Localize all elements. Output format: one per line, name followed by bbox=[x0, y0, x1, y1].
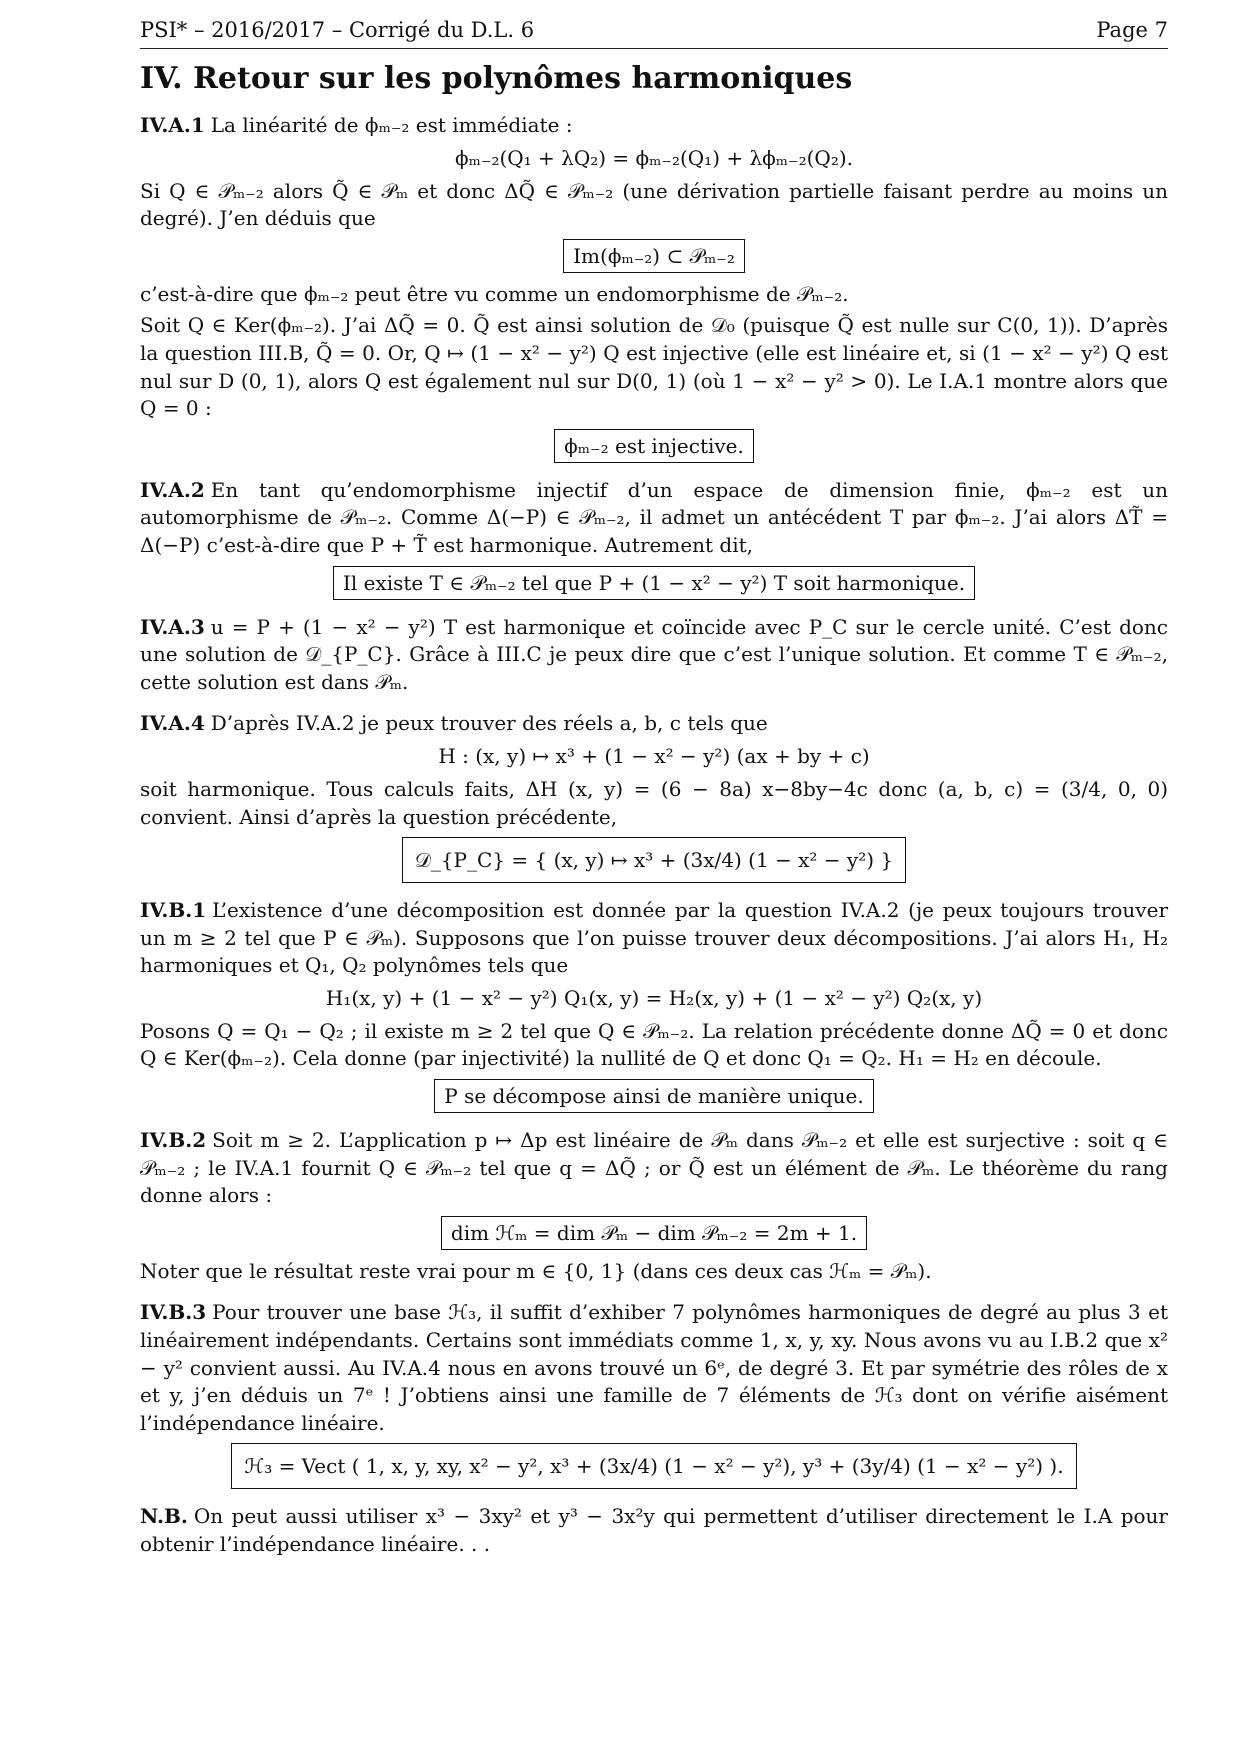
section-ivb2 bbox=[140, 1127, 1168, 1285]
section-title: IV. Retour sur les polynômes harmoniques bbox=[140, 61, 853, 96]
section-iva2 bbox=[140, 477, 1168, 600]
iva2-result-box: Il existe T ∈ 𝒫ₘ₋₂ tel que P + (1 − x² − y²) T soit harmonique. bbox=[333, 566, 975, 600]
iva2-label: IV.A.2 bbox=[140, 477, 205, 502]
ivb2-paragraph-2: Noter que le résultat reste vrai pour m ∈ {0, 1} (dans ces deux cas ℋₘ = 𝒫ₘ). bbox=[140, 1258, 932, 1283]
ivb2-intro bbox=[140, 1127, 1168, 1210]
iva1-equation: ϕₘ₋₂(Q₁ + λQ₂) = ϕₘ₋₂(Q₁) + λϕₘ₋₂(Q₂). bbox=[454, 145, 854, 170]
iva4-paragraph-2: soit harmonique. Tous calculs faits, ΔH (x, y) = (6 − 8a) x−8by−4c donc (a, b, c) = (3/4, 0, 0) convient. Ainsi d’après la question précédente, bbox=[140, 776, 1168, 829]
iva3-text: u = P + (1 − x² − y²) T est harmonique et coïncide avec P_C sur le cercle unité. C’est donc une solution de 𝒟_{P_C}. Grâce à III.C je peux dire que c’est l’unique solution. Et comme T ∈ 𝒫ₘ₋₂, cette solution est dans 𝒫ₘ. bbox=[140, 614, 1168, 694]
iva2-text: En tant qu’endomorphisme injectif d’un espace de dimension finie, ϕₘ₋₂ est un automorphisme de 𝒫ₘ₋₂. Comme Δ(−P) ∈ 𝒫ₘ₋₂, il admet un antécédent T par ϕₘ₋₂. J’ai alors ΔT̃ = Δ(−P) c’est-à-dire que P + T̃ est harmonique. Autrement dit, bbox=[140, 477, 1168, 557]
document-page bbox=[140, 18, 1168, 1563]
ivb1-intro bbox=[140, 897, 1168, 980]
iva1-paragraph-4: Soit Q ∈ Ker(ϕₘ₋₂). J’ai ΔQ̃ = 0. Q̃ est ainsi solution de 𝒟₀ (puisque Q̃ est nulle sur C(0, 1)). D’après la question III.B, Q̃ = 0. Or, Q ↦ (1 − x² − y²) Q est injective (elle est linéaire et, si (1 − x² − y²) Q est nul sur D (0, 1), alors Q est également nul sur D(0, 1) (où 1 − x² − y² > 0). Le I.A.1 montre alors que Q = 0 : bbox=[140, 313, 1168, 421]
section-iva3 bbox=[140, 614, 1168, 697]
nb-text: On peut aussi utiliser x³ − 3xy² et y³ − 3x²y qui permettent d’utiliser directement le I.A pour obtenir l’indépendance linéaire. . . bbox=[140, 1504, 1168, 1556]
section-nb bbox=[140, 1503, 1168, 1558]
iva4-text: D’après IV.A.2 je peux trouver des réels a, b, c tels que bbox=[210, 711, 768, 736]
iva2-paragraph bbox=[140, 477, 1168, 560]
ivb3-text: Pour trouver une base ℋ₃, il suffit d’exhiber 7 polynômes harmoniques de degré au plus 3 et linéairement indépendants. Certains sont immédiats comme 1, x, y, xy. Nous avons vu au I.B.2 que x² − y² convient aussi. Au IV.A.4 nous en avons trouvé un 6ᵉ, de degré 3. Et par symétrie des rôles de x et y, j’en déduis un 7ᵉ ! J’obtiens ainsi une famille de 7 éléments de ℋ₃ dont on vérifie aisément l’indépendance linéaire. bbox=[140, 1300, 1168, 1435]
header-course-title: PSI* – 2016/2017 – Corrigé du D.L. 6 bbox=[140, 18, 535, 42]
ivb1-result-box: P se décompose ainsi de manière unique. bbox=[434, 1079, 873, 1113]
ivb1-label: IV.B.1 bbox=[140, 898, 207, 923]
nb-paragraph bbox=[140, 1503, 1168, 1558]
header-page-number: Page 7 bbox=[1096, 18, 1168, 42]
ivb3-result-box: ℋ₃ = Vect ( 1, x, y, xy, x² − y², x³ + (3x/4) (1 − x² − y²), y³ + (3y/4) (1 − x² − y²) ). bbox=[231, 1443, 1076, 1489]
ivb1-equation: H₁(x, y) + (1 − x² − y²) Q₁(x, y) = H₂(x, y) + (1 − x² − y²) Q₂(x, y) bbox=[325, 985, 983, 1010]
ivb2-label: IV.B.2 bbox=[140, 1128, 207, 1153]
ivb2-text: Soit m ≥ 2. L’application p ↦ Δp est linéaire de 𝒫ₘ dans 𝒫ₘ₋₂ et elle est surjective : soit q ∈ 𝒫ₘ₋₂ ; le IV.A.1 fournit Q ∈ 𝒫ₘ₋₂ tel que q = ΔQ̃ ; or Q̃ est un élément de 𝒫ₘ. Le théorème du rang donne alors : bbox=[140, 1128, 1168, 1208]
iva1-label: IV.A.1 bbox=[140, 113, 205, 137]
ivb1-paragraph-2: Posons Q = Q₁ − Q₂ ; il existe m ≥ 2 tel que Q ∈ 𝒫ₘ₋₂. La relation précédente donne ΔQ̃ = 0 et donc Q ∈ Ker(ϕₘ₋₂). Cela donne (par injectivité) la nullité de Q et donc Q₁ = Q₂. H₁ = H₂ en découle. bbox=[140, 1018, 1168, 1071]
iva1-text: La linéarité de ϕₘ₋₂ est immédiate : bbox=[210, 113, 573, 137]
iva1-result-box-image: Im(ϕₘ₋₂) ⊂ 𝒫ₘ₋₂ bbox=[563, 239, 745, 273]
page-header bbox=[140, 18, 1168, 49]
nb-label: N.B. bbox=[140, 1504, 188, 1529]
iva4-result-box: 𝒟_{P_C} = { (x, y) ↦ x³ + (3x/4) (1 − x² − y²) } bbox=[402, 837, 906, 883]
ivb2-result-box: dim ℋₘ = dim 𝒫ₘ − dim 𝒫ₘ₋₂ = 2m + 1. bbox=[441, 1216, 867, 1250]
ivb3-paragraph bbox=[140, 1299, 1168, 1437]
iva3-paragraph bbox=[140, 614, 1168, 697]
section-iva1 bbox=[140, 112, 1168, 463]
section-iva4 bbox=[140, 710, 1168, 883]
ivb1-text: L’existence d’une décomposition est donnée par la question IV.A.2 (je peux toujours trouver un m ≥ 2 tel que P ∈ 𝒫ₘ). Supposons que l’on puisse trouver deux décompositions. J’ai alors H₁, H₂ harmoniques et Q₁, Q₂ polynômes tels que bbox=[140, 898, 1168, 978]
iva1-paragraph-2: Si Q ∈ 𝒫ₘ₋₂ alors Q̃ ∈ 𝒫ₘ et donc ΔQ̃ ∈ 𝒫ₘ₋₂ (une dérivation partielle faisant perdre au moins un degré). J’en déduis que bbox=[140, 178, 1168, 231]
section-ivb3 bbox=[140, 1299, 1168, 1489]
ivb3-label: IV.B.3 bbox=[140, 1300, 207, 1325]
iva1-paragraph-3: c’est-à-dire que ϕₘ₋₂ peut être vu comme un endomorphisme de 𝒫ₘ₋₂. bbox=[140, 281, 849, 306]
iva4-label: IV.A.4 bbox=[140, 711, 205, 736]
iva3-label: IV.A.3 bbox=[140, 614, 205, 639]
iva4-equation: H : (x, y) ↦ x³ + (1 − x² − y²) (ax + by + c) bbox=[438, 743, 870, 768]
section-ivb1 bbox=[140, 897, 1168, 1113]
iva1-result-box-injective: ϕₘ₋₂ est injective. bbox=[554, 429, 754, 463]
iva4-intro bbox=[140, 710, 1168, 738]
iva1-intro bbox=[140, 112, 1168, 140]
